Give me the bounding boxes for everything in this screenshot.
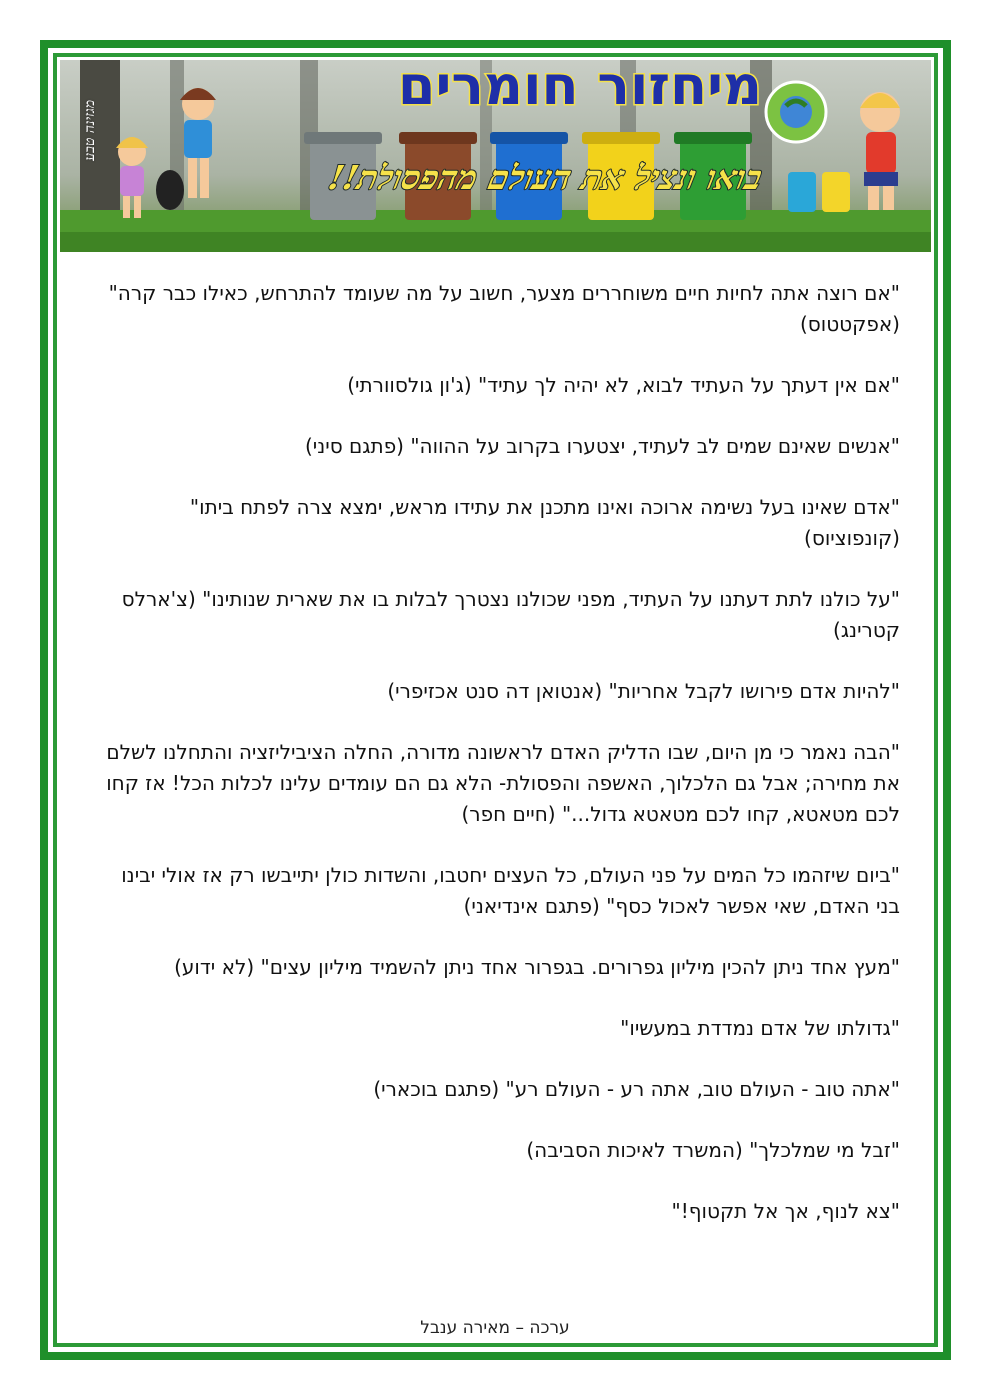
quote-item: "אתה טוב - העולם טוב, אתה רע - העולם רע" (פתגם בוכארי) (373, 1077, 900, 1101)
quote-item: "אדם שאינו בעל נשימה ארוכה ואינו מתכנן את עתידו מראש, ימצא צרה לפתח ביתו" (קונפוציוס) (189, 495, 900, 550)
quote-item: "להיות אדם פירושו לקבל אחריות" (אנטואן דה סנט אכזיפרי) (387, 679, 900, 703)
quote-item: "הבה נאמר כי מן היום, שבו הדליק האדם לראשונה מדורה, החלה הציביליזציה והתחלנו לשלם את מחירה; אבל גם הלכלוך, האשפה והפסולת- הלא גם הם עומדים עלינו לכלות הכל! אז קחו לכם מטאטא, קחו לכם מטאטא גדול..." (חיים חפר) (106, 740, 900, 826)
credit-line: ערכה – מאירה ענבל (420, 1318, 570, 1338)
quote-item: "ביום שיזהמו כל המים על פני העולם, כל העצים יחטבו, והשדות כולן יתייבשו רק אז אולי יבינו בני האדם, שאי אפשר לאכול כסף" (פתגם אינדיאני) (121, 863, 900, 918)
quote-item: "על כולנו לתת דעתנו על העתיד, מפני שכולנו נצטרך לבלות בו את שארית שנותינו" (צ'ארלס קטרינג) (121, 587, 900, 642)
header-banner (60, 60, 931, 252)
quotes-list (104, 278, 900, 1257)
slogan: בואו ונציל את העולם מהפסולת!! (324, 158, 766, 197)
grass (60, 232, 931, 252)
page-title: מיחזור חומרים (397, 60, 763, 117)
quote-item: "אנשים שאינם שמים לב לעתיד, יצטערו בקרוב על ההווה" (פתגם סיני) (304, 434, 900, 458)
quote-item: "אם אין דעתך על העתיד לבוא, לא יהיה לך עתיד" (ג'ון גולסוורתי) (347, 373, 900, 397)
quote-item: "גדולתו של אדם נמדדת במעשיו" (620, 1016, 900, 1040)
quote-item: "צא לנוף, אך אל תקטוף!" (671, 1199, 900, 1223)
quote-item: "מעץ אחד ניתן להכין מיליון גפרורים. בגפרור אחד ניתן להשמיד מיליון עצים" (לא ידוע) (174, 955, 900, 979)
artist-signature: מגזינה טבע (82, 100, 98, 161)
quote-item: "אם רוצה אתה לחיות חיים משוחררים מצער, חשוב על מה שעומד להתרחש, כאילו כבר קרה" (אפקטטוס) (108, 281, 900, 336)
quote-item: "זבל מי שמלכלך" (המשרד לאיכות הסביבה) (526, 1138, 900, 1162)
